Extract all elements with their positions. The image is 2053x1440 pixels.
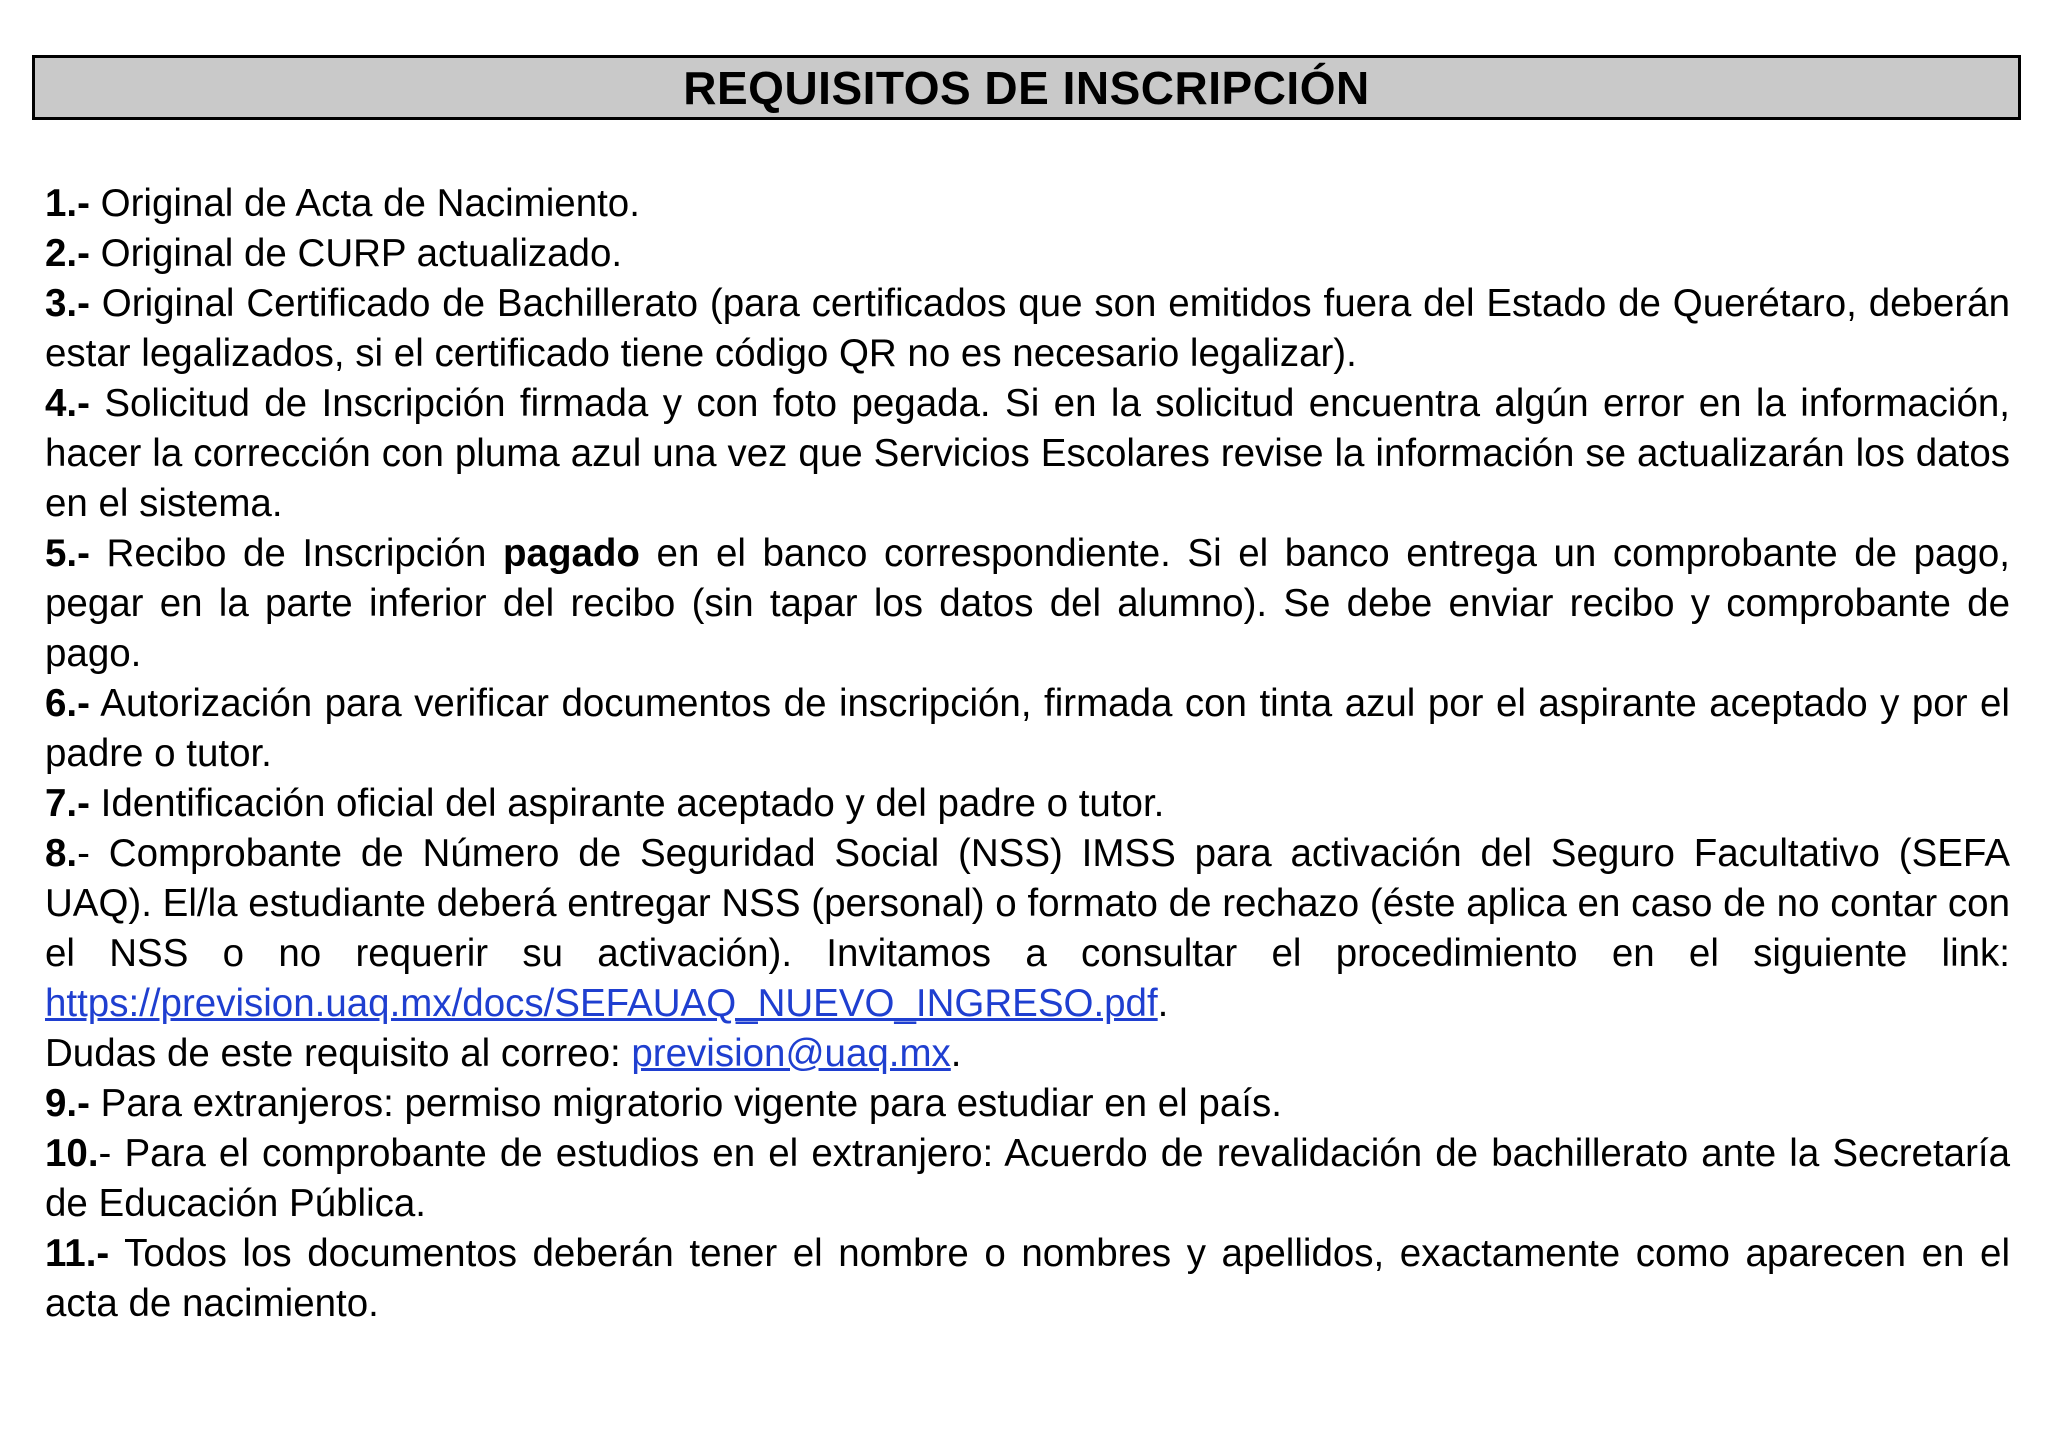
item-bold-text: pagado xyxy=(503,532,640,575)
requirements-list xyxy=(45,179,2010,1329)
item-number: 9.- xyxy=(45,1082,90,1125)
item-number: 11.- xyxy=(45,1232,110,1275)
item-number: 10. xyxy=(45,1132,99,1175)
item-text: Para extranjeros: permiso migratorio vigente para estudiar en el país. xyxy=(89,1082,1282,1125)
title-banner xyxy=(32,55,2021,120)
item-number: 1.- xyxy=(45,182,90,225)
item-text: Todos los documentos deberán tener el nombre o nombres y apellidos, exactamente como aparecen en el acta de nacimiento. xyxy=(45,1232,2010,1325)
item-number: 2.- xyxy=(45,232,90,275)
requirement-item-8 xyxy=(45,829,2010,1079)
item-text: Solicitud de Inscripción firmada y con foto pegada. Si en la solicitud encuentra algún error en la información, hacer la corrección con pluma azul una vez que Servicios Escolares revise la información se actualizarán los datos en el sistema. xyxy=(45,382,2010,525)
item-text: Autorización para verificar documentos de inscripción, firmada con tinta azul por el aspirante aceptado y por el padre o tutor. xyxy=(45,682,2010,775)
requirement-item-2 xyxy=(45,229,2010,279)
item-text: - Comprobante de Número de Seguridad Social (NSS) IMSS para activación del Seguro Facultativo (SEFA UAQ). El/la estudiante deberá entregar NSS (personal) o formato de rechazo (éste aplica en caso de no contar con el NSS o no requerir su activación). Invitamos a consultar el procedimiento en el siguiente link: xyxy=(45,832,2010,975)
item-text: Original de CURP actualizado. xyxy=(89,232,623,275)
email-prefix-text: Dudas de este requisito al correo: xyxy=(45,1032,632,1075)
item-number: 3.- xyxy=(45,282,90,325)
item-number: 7.- xyxy=(45,782,90,825)
item-text: - Para el comprobante de estudios en el extranjero: Acuerdo de revalidación de bachillerato ante la Secretaría de Educación Pública. xyxy=(45,1132,2010,1225)
item-text: Original de Acta de Nacimiento. xyxy=(89,182,640,225)
prevision-email-link[interactable]: prevision@uaq.mx xyxy=(631,1032,951,1075)
requirement-item-1 xyxy=(45,179,2010,229)
item-number: 8. xyxy=(45,832,78,875)
item-text: Identificación oficial del aspirante aceptado y del padre o tutor. xyxy=(89,782,1165,825)
page-title: REQUISITOS DE INSCRIPCIÓN xyxy=(683,61,1370,114)
item-number: 4.- xyxy=(45,382,90,425)
item-text: en el banco correspondiente. Si el banco entrega un comprobante de pago, pegar en la parte inferior del recibo (sin tapar los datos del alumno). Se debe enviar recibo y comprobante de pago. xyxy=(45,532,2010,675)
item-number: 5.- xyxy=(45,532,90,575)
item-text: . xyxy=(950,1032,962,1075)
item-text: Recibo de Inscripción xyxy=(89,532,504,575)
requirement-item-11 xyxy=(45,1229,2010,1329)
item-text: Original Certificado de Bachillerato (para certificados que son emitidos fuera del Estado de Querétaro, deberán estar legalizados, si el certificado tiene código QR no es necesario legalizar). xyxy=(45,282,2010,375)
requirement-item-10 xyxy=(45,1129,2010,1229)
requirement-item-4 xyxy=(45,379,2010,529)
requirement-item-9 xyxy=(45,1079,2010,1129)
sefa-procedure-link[interactable]: https://prevision.uaq.mx/docs/SEFAUAQ_NUEVO_INGRESO.pdf xyxy=(45,982,1158,1025)
requirement-item-7 xyxy=(45,779,2010,829)
requirement-item-6 xyxy=(45,679,2010,779)
item-text: . xyxy=(1157,982,1169,1025)
requirement-item-5 xyxy=(45,529,2010,679)
item-number: 6.- xyxy=(45,682,90,725)
requirement-item-3 xyxy=(45,279,2010,379)
